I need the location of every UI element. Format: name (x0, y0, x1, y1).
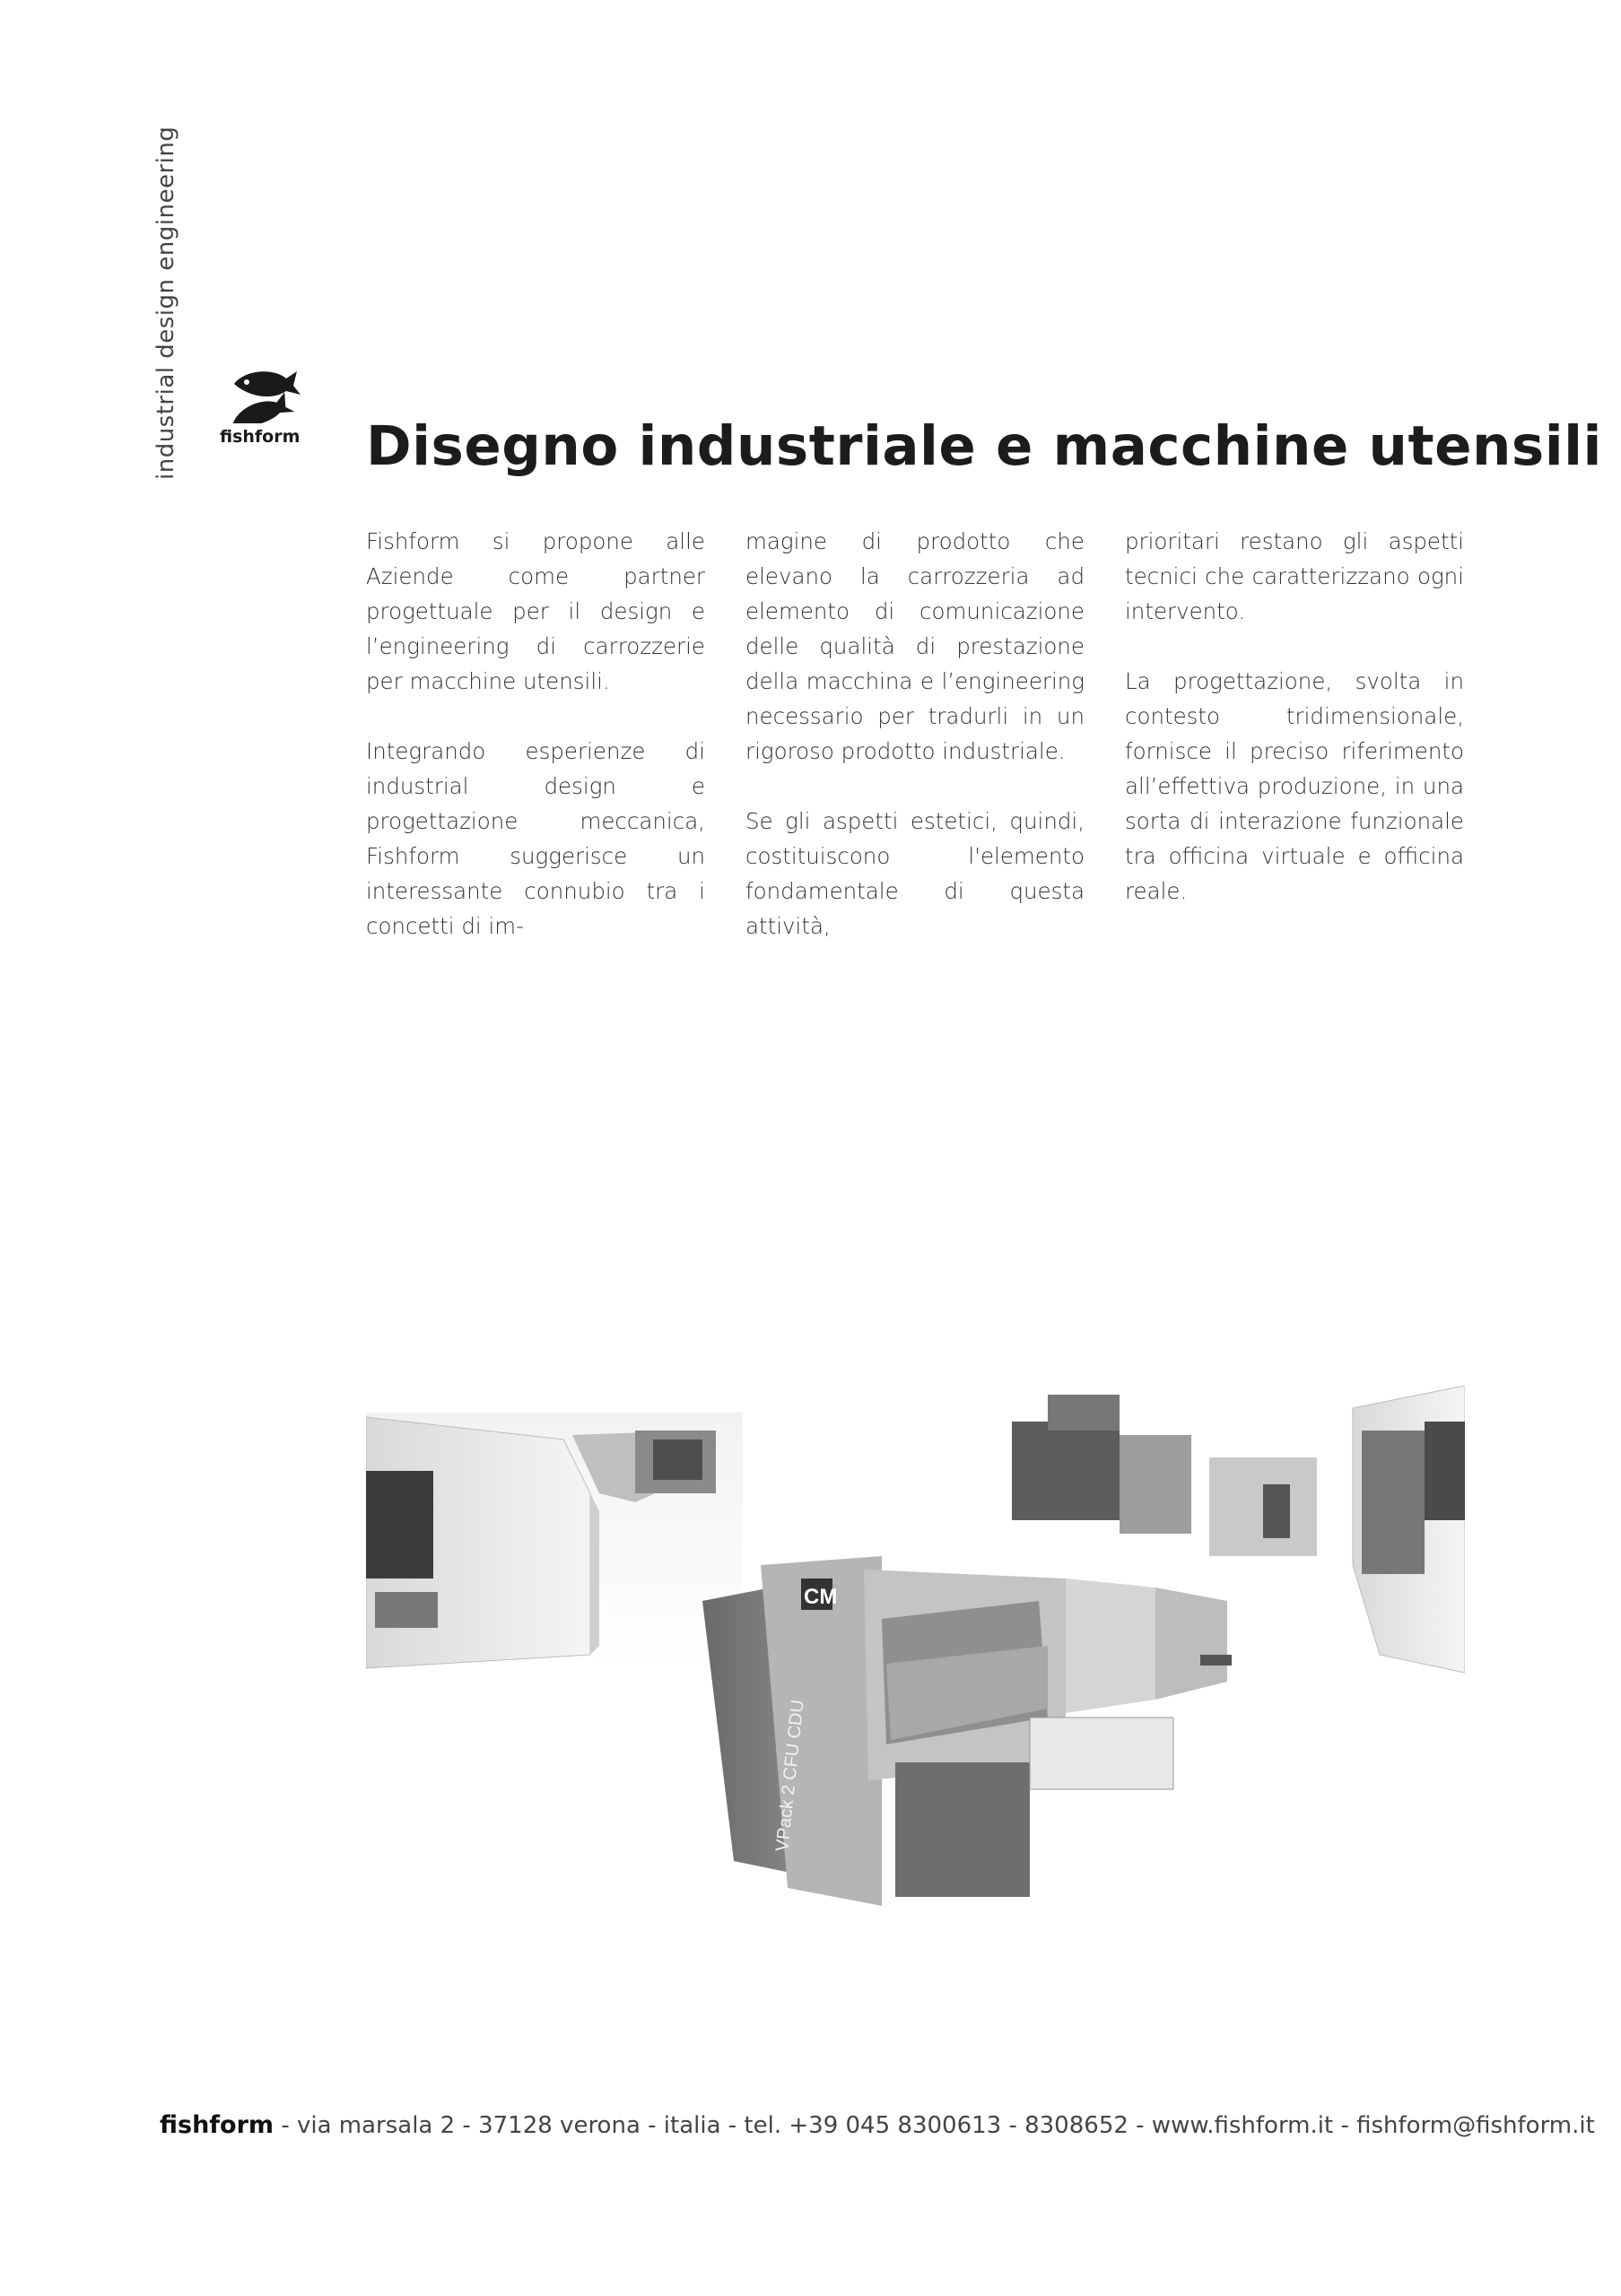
footer-contact (160, 2111, 1595, 2139)
paragraph: Integrando esperienze di industrial design e progettazione meccanica, Fishform suggerisce un interessante connubio tra i concetti di im- (366, 738, 705, 939)
text-column-2 (745, 524, 1085, 978)
logo-wordmark: fishform (220, 427, 301, 447)
machine-tools-photo (366, 1386, 1465, 1937)
paragraph: Se gli aspetti estetici, quindi, costituiscono l'elemento fondamentale di questa attività, (745, 808, 1085, 939)
page-title: Disegno industriale e macchine utensili (366, 414, 1602, 478)
side-tagline: industrial design engineering (153, 126, 179, 480)
machine-label: VPack 2 CFU CDU (772, 1699, 808, 1853)
paragraph: magine di prodotto che elevano la carrozzeria ad elemento di comunicazione delle qualità di prestazione della macchina e l’engineering necessario per tradurli in un rigoroso prodotto industriale. (745, 528, 1085, 764)
machine-tools-illustration (366, 1386, 1465, 1937)
fishform-logo (220, 368, 309, 447)
footer-details: - via marsala 2 - 37128 verona - italia - tel. +39 045 8300613 - 8308652 - www.fishform.it - fishform@fishform.it (274, 2112, 1595, 2139)
text-column-3 (1125, 524, 1464, 978)
text-column-1 (366, 524, 705, 978)
text-columns (366, 524, 1465, 978)
paragraph: La progettazione, svolta in contesto tridimensionale, fornisce il preciso riferimento all’effettiva produzione, in una sorta di interazione funzionale tra officina virtuale e officina reale. (1125, 668, 1464, 904)
machine-brand-mark: CM (804, 1585, 838, 1609)
paragraph: Fishform si propone alle Aziende come partner progettuale per il design e l’engineering di carrozzerie per macchine utensili. (366, 528, 705, 694)
footer-brand: fishform (160, 2111, 275, 2139)
fish-logo-icon (227, 368, 302, 423)
paragraph: prioritari restano gli aspetti tecnici che caratterizzano ogni intervento. (1125, 528, 1464, 624)
